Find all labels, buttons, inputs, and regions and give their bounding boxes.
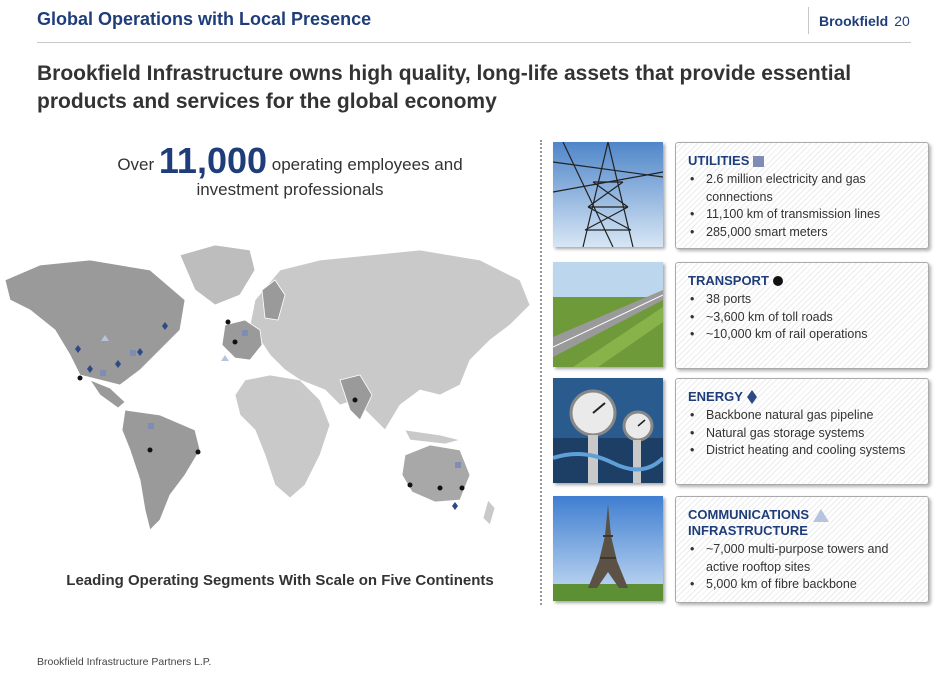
transport-bullets [688, 291, 922, 344]
communications-card [675, 496, 929, 603]
energy-title: ENERGY [688, 389, 922, 405]
brand-name: Brookfield [819, 12, 889, 29]
header-divider [37, 42, 911, 43]
stat-number: 11,000 [158, 140, 268, 181]
utilities-title: UTILITIES [688, 153, 922, 169]
triangle-icon [813, 509, 829, 522]
world-map [0, 230, 540, 550]
utilities-photo [553, 142, 663, 247]
stat-suffix: operating employees and [271, 155, 463, 174]
list-item: • 38 ports [706, 291, 922, 309]
energy-photo [553, 378, 663, 483]
square-icon [753, 156, 764, 167]
transport-title: TRANSPORT [688, 273, 922, 289]
list-item: • 285,000 smart meters [706, 224, 922, 242]
list-item: • Backbone natural gas pipeline [706, 407, 922, 425]
circle-icon [773, 276, 783, 286]
list-item: • ~10,000 km of rail operations [706, 326, 922, 344]
energy-bullets [688, 407, 922, 460]
list-item: • 11,100 km of transmission lines [706, 206, 922, 224]
utilities-bullets [688, 171, 922, 241]
energy-card [675, 378, 929, 485]
map-caption: Leading Operating Segments With Scale on Five Continents [66, 572, 494, 589]
list-item: • 2.6 million electricity and gas connections [706, 171, 922, 206]
list-item: • 5,000 km of fibre backbone [706, 576, 922, 594]
list-item: • ~3,600 km of toll roads [706, 309, 922, 327]
header-title: Global Operations with Local Presence [37, 9, 372, 29]
stat-prefix: Over [117, 155, 155, 174]
employee-stat [60, 140, 520, 202]
headline: Brookfield Infrastructure owns high quality, long-life assets that provide essential products and services for the global economy [37, 62, 852, 113]
list-item: • ~7,000 multi-purpose towers and active rooftop sites [706, 541, 922, 576]
stat-line2: investment professionals [196, 180, 384, 199]
list-item: • District heating and cooling systems [706, 442, 922, 460]
communications-photo [553, 496, 663, 601]
footer: Brookfield Infrastructure Partners L.P. [37, 656, 212, 668]
list-item: • Natural gas storage systems [706, 425, 922, 443]
diamond-icon [747, 390, 757, 404]
page-number: 20 [894, 12, 910, 29]
transport-card [675, 262, 929, 369]
brand-box [808, 7, 910, 34]
transport-photo [553, 262, 663, 367]
section-divider [540, 140, 542, 605]
communications-title: COMMUNICATIONS INFRASTRUCTURE [688, 507, 922, 539]
utilities-card [675, 142, 929, 249]
communications-bullets [688, 541, 922, 594]
